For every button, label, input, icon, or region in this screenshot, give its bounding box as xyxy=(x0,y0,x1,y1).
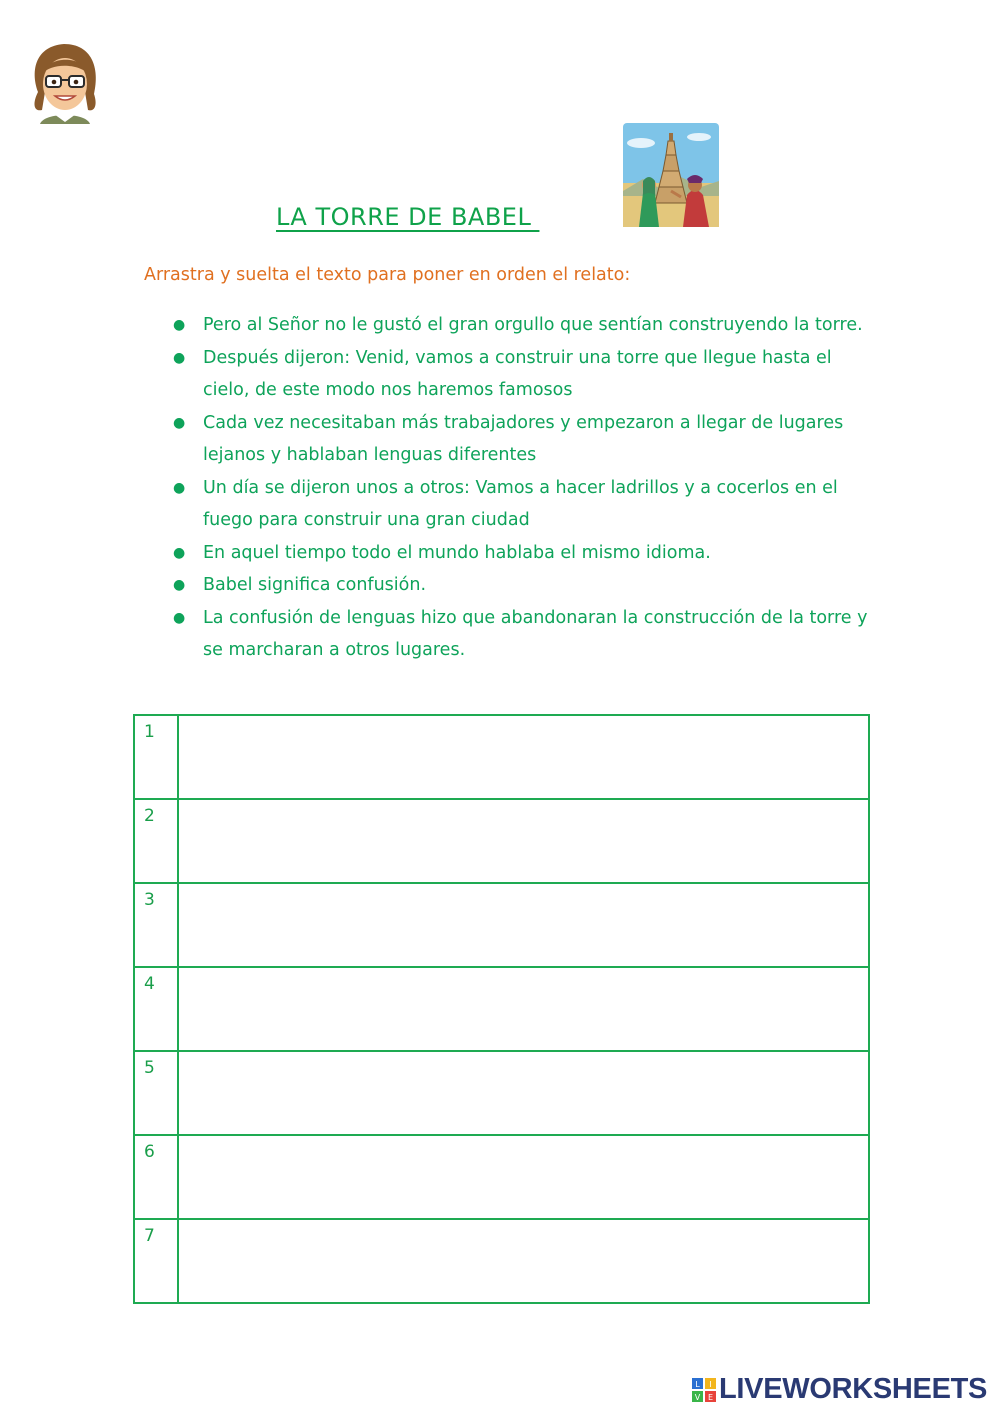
page-title: LA TORRE DE BABEL xyxy=(276,203,540,231)
instruction-text: Arrastra y suelta el texto para poner en orden el relato: xyxy=(144,265,631,285)
story-item-text[interactable]: Cada vez necesitaban más trabajadores y empezaron a llegar de lugares lejanos y hablaban lenguas diferentes xyxy=(203,412,844,465)
story-item[interactable] xyxy=(173,537,868,570)
table-row xyxy=(134,715,869,799)
row-number: 7 xyxy=(134,1219,178,1303)
bullet-icon: ● xyxy=(173,317,186,333)
story-item[interactable] xyxy=(173,309,868,342)
drop-zone[interactable] xyxy=(178,1051,869,1135)
row-number: 1 xyxy=(134,715,178,799)
svg-text:L: L xyxy=(695,1379,700,1389)
drop-zone[interactable] xyxy=(178,967,869,1051)
drop-zone[interactable] xyxy=(178,883,869,967)
brand-name: LIVEWORKSHEETS xyxy=(719,1373,988,1405)
bullet-icon: ● xyxy=(173,479,186,496)
answer-table xyxy=(133,714,870,1304)
story-item[interactable] xyxy=(173,569,868,602)
bullet-icon: ● xyxy=(173,544,186,561)
row-number: 6 xyxy=(134,1135,178,1219)
bullet-icon: ● xyxy=(173,349,186,366)
story-item-text[interactable]: Pero al Señor no le gustó el gran orgullo que sentían construyendo la torre. xyxy=(203,315,863,335)
story-item-text[interactable]: La confusión de lenguas hizo que abandonaran la construcción de la torre y se marcharan a otros lugares. xyxy=(203,607,868,660)
story-item[interactable] xyxy=(173,342,868,407)
story-item-text[interactable]: Un día se dijeron unos a otros: Vamos a hacer ladrillos y a cocerlos en el fuego para construir una gran ciudad xyxy=(203,477,838,530)
story-item-text[interactable]: En aquel tiempo todo el mundo hablaba el mismo idioma. xyxy=(203,542,711,563)
row-number: 2 xyxy=(134,799,178,883)
story-item[interactable] xyxy=(173,472,868,537)
svg-text:I: I xyxy=(709,1379,712,1389)
row-number: 4 xyxy=(134,967,178,1051)
table-row xyxy=(134,1135,869,1219)
table-row xyxy=(134,799,869,883)
story-item[interactable] xyxy=(173,602,868,667)
story-items-list xyxy=(173,309,868,667)
teacher-avatar-icon xyxy=(24,40,106,124)
liveworksheets-logo-icon xyxy=(692,1378,716,1402)
table-row xyxy=(134,1219,869,1303)
svg-text:V: V xyxy=(694,1392,701,1402)
drop-zone[interactable] xyxy=(178,715,869,799)
tower-of-babel-illustration xyxy=(621,121,721,229)
table-row xyxy=(134,883,869,967)
drop-zone[interactable] xyxy=(178,1135,869,1219)
bullet-icon: ● xyxy=(173,577,186,593)
row-number: 3 xyxy=(134,883,178,967)
row-number: 5 xyxy=(134,1051,178,1135)
brand-footer[interactable] xyxy=(692,1373,987,1406)
table-row xyxy=(134,1051,869,1135)
story-item-text[interactable]: Babel significa confusión. xyxy=(203,575,427,595)
bullet-icon: ● xyxy=(173,609,186,626)
drop-zone[interactable] xyxy=(178,1219,869,1303)
drop-zone[interactable] xyxy=(178,799,869,883)
bullet-icon: ● xyxy=(173,414,186,431)
story-item-text[interactable]: Después dijeron: Venid, vamos a construir una torre que llegue hasta el cielo, de este modo nos haremos famosos xyxy=(203,347,832,400)
story-item[interactable] xyxy=(173,407,868,472)
svg-text:E: E xyxy=(707,1392,714,1402)
table-row xyxy=(134,967,869,1051)
